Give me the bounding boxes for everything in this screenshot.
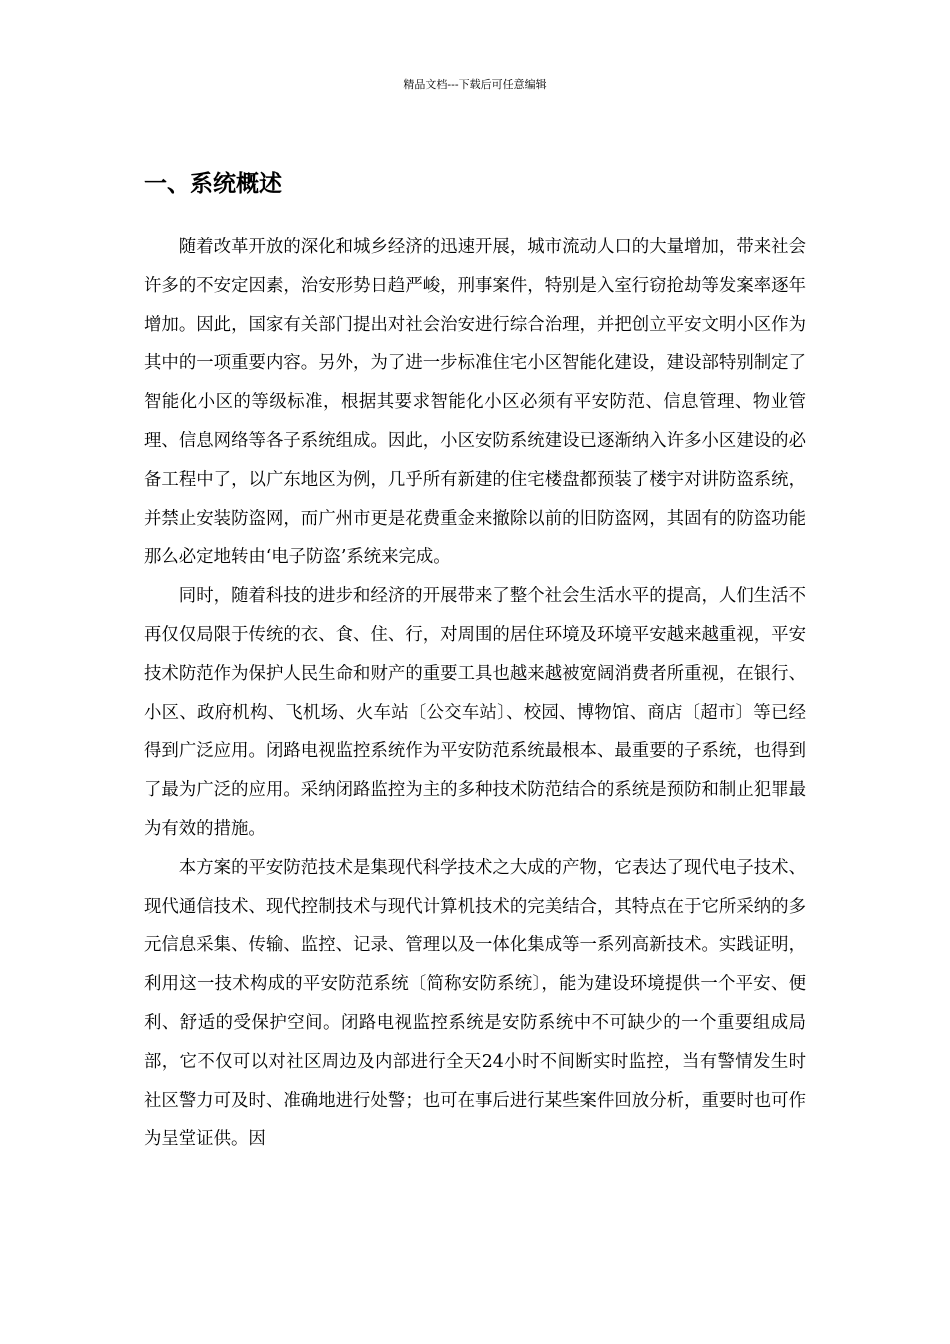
paragraph-3: 本方案的平安防范技术是集现代科学技术之大成的产物，它表达了现代电子技术、现代通信技术、现代控制技术与现代计算机技术的完美结合，其特点在于它所采纳的多元信息采集、传输、监控、记录、管理以及一体化集成等一系列高新技术。实践证明，利用这一技术构成的平安防范系统〔简称安防系统〕，能为建设环境提供一个平安、便利、舒适的受保护空间。闭路电视监控系统是安防系统中不可缺少的一个重要组成局部，它不仅可以对社区周边及内部进行全天24小时不间断实时监控，当有警情发生时社区警力可及时、准确地进行处警；也可在事后进行某些案件回放分析，重要时也可作为呈堂证供。因 (144, 857, 806, 1150)
body-text (144, 228, 806, 1159)
paragraph-2: 同时，随着科技的进步和经济的开展带来了整个社会生活水平的提高，人们生活不再仅仅局限于传统的衣、食、住、行，对周围的居住环境及环境平安越来越重视，平安技术防范作为保护人民生命和财产的重要工具也越来越被宽阔消费者所重视，在银行、小区、政府机构、飞机场、火车站〔公交车站〕、校园、博物馆、商店〔超市〕等已经得到广泛应用。闭路电视监控系统作为平安防范系统最根本、最重要的子系统，也得到了最为广泛的应用。采纳闭路监控为主的多种技术防范结合的系统是预防和制止犯罪最为有效的措施。 (144, 586, 806, 839)
page-header: 精品文档---下载后可任意编辑 (403, 78, 547, 91)
paragraph-1: 随着改革开放的深化和城乡经济的迅速开展，城市流动人口的大量增加，带来社会许多的不安定因素，治安形势日趋严峻，刑事案件，特别是入室行窃抢劫等发案率逐年增加。因此，国家有关部门提出对社会治安进行综合治理，并把创立平安文明小区作为其中的一项重要内容。另外，为了进一步标准住宅小区智能化建设，建设部特别制定了智能化小区的等级标准，根据其要求智能化小区必须有平安防范、信息管理、物业管理、信息网络等各子系统组成。因此，小区安防系统建设已逐渐纳入许多小区建设的必备工程中了，以广东地区为例，几乎所有新建的住宅楼盘都预装了楼宇对讲防盗系统，并禁止安装防盗网，而广州市更是花费重金来撤除以前的旧防盗网，其固有的防盗功能那么必定地转由‘电子防盗’系统来完成。 (144, 237, 806, 568)
section-title: 一、系统概述 (144, 171, 282, 197)
